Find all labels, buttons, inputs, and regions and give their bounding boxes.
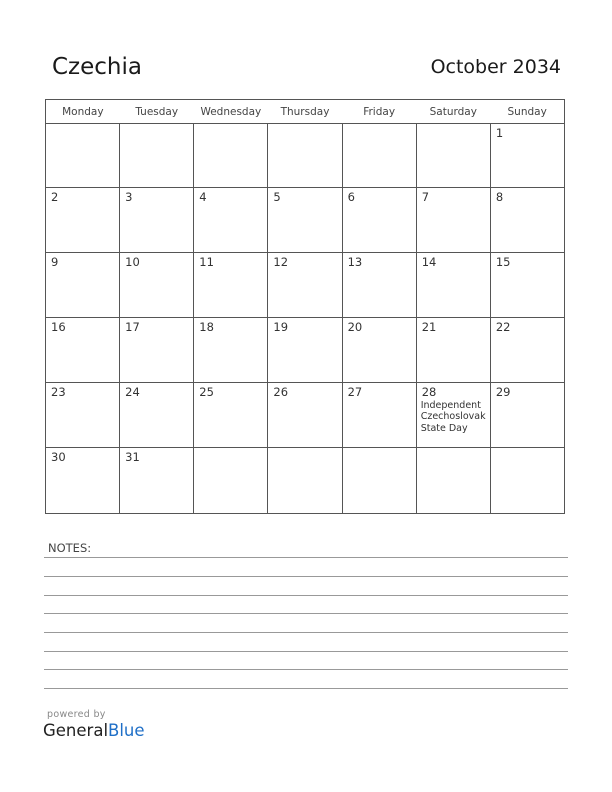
day-cell	[416, 318, 490, 383]
note-line	[44, 632, 568, 633]
week-row	[46, 253, 565, 318]
day-number	[194, 448, 267, 450]
note-line	[44, 613, 568, 614]
day-cell	[46, 253, 120, 318]
day-number	[343, 448, 416, 450]
day-cell	[194, 448, 268, 514]
day-number: 11	[199, 255, 214, 269]
day-number: 9	[51, 255, 59, 269]
day-cell	[120, 448, 194, 514]
day-number: 14	[421, 255, 437, 269]
brand-logo	[43, 721, 145, 740]
day-number: 17	[125, 320, 140, 334]
day-number: 18	[199, 320, 214, 334]
day-cell	[46, 188, 120, 253]
country-title: Czechia	[52, 54, 142, 80]
day-cell	[268, 318, 342, 383]
weekday-monday: Monday	[46, 100, 120, 124]
day-cell	[46, 318, 120, 383]
day-number: 13	[347, 255, 363, 269]
day-cell	[490, 253, 564, 318]
day-cell-holiday	[416, 383, 490, 448]
day-number: 31	[125, 450, 140, 464]
day-cell	[194, 253, 268, 318]
day-number: 19	[273, 320, 289, 334]
day-number: 12	[273, 255, 289, 269]
note-line	[44, 688, 568, 689]
weekday-thursday: Thursday	[268, 100, 342, 124]
day-number: 20	[347, 320, 363, 334]
weekday-wednesday: Wednesday	[194, 100, 268, 124]
holiday-label: Independent Czechoslovak State Day	[420, 399, 486, 434]
day-number: 7	[421, 190, 430, 204]
weekday-sunday: Sunday	[490, 100, 564, 124]
week-row	[46, 124, 565, 188]
day-number: 21	[421, 320, 437, 334]
note-line	[44, 669, 568, 670]
brand-general: General	[43, 721, 109, 740]
day-cell	[342, 188, 416, 253]
day-cell	[46, 124, 120, 188]
day-number	[120, 124, 193, 126]
day-cell	[194, 383, 268, 448]
weekday-saturday: Saturday	[416, 100, 490, 124]
day-number	[417, 124, 490, 126]
day-cell	[46, 383, 120, 448]
day-cell	[416, 253, 490, 318]
day-cell	[268, 188, 342, 253]
note-line	[44, 557, 568, 558]
month-year-title: October 2034	[430, 56, 561, 78]
day-number: 29	[495, 385, 511, 399]
day-cell	[490, 188, 564, 253]
day-cell	[120, 383, 194, 448]
day-cell	[342, 253, 416, 318]
day-cell	[268, 124, 342, 188]
day-number	[268, 448, 341, 450]
day-cell	[490, 124, 564, 188]
day-cell	[268, 383, 342, 448]
day-number: 26	[273, 385, 289, 399]
day-number: 23	[51, 385, 66, 399]
day-number: 16	[51, 320, 66, 334]
day-number: 5	[273, 190, 281, 204]
day-number	[268, 124, 341, 126]
weekday-header-row	[46, 100, 565, 124]
day-number: 6	[347, 190, 355, 204]
day-number	[194, 124, 267, 126]
day-cell	[46, 448, 120, 514]
day-number: 2	[51, 190, 59, 204]
day-number: 15	[495, 255, 511, 269]
day-cell	[416, 448, 490, 514]
notes-label: NOTES:	[48, 541, 92, 555]
day-number: 25	[199, 385, 214, 399]
note-line	[44, 651, 568, 652]
day-cell	[120, 124, 194, 188]
day-cell	[490, 318, 564, 383]
day-number: 28	[421, 385, 437, 399]
day-cell	[342, 318, 416, 383]
day-cell	[490, 448, 564, 514]
day-number: 27	[347, 385, 363, 399]
week-row	[46, 448, 565, 514]
day-number: 4	[199, 190, 207, 204]
note-line	[44, 576, 568, 577]
weekday-tuesday: Tuesday	[120, 100, 194, 124]
day-number: 30	[51, 450, 66, 464]
day-cell	[268, 448, 342, 514]
day-cell	[194, 188, 268, 253]
day-cell	[416, 124, 490, 188]
week-row	[46, 188, 565, 253]
day-cell	[342, 383, 416, 448]
day-cell	[120, 188, 194, 253]
day-cell	[120, 253, 194, 318]
week-row	[46, 383, 565, 448]
day-number	[343, 124, 416, 126]
day-number	[417, 448, 490, 450]
day-number: 3	[125, 190, 133, 204]
calendar-grid	[45, 99, 565, 514]
day-number: 24	[125, 385, 140, 399]
day-cell	[342, 124, 416, 188]
day-cell	[416, 188, 490, 253]
day-number: 1	[495, 126, 504, 140]
note-line	[44, 595, 568, 596]
day-number	[46, 124, 119, 126]
day-number	[491, 448, 564, 450]
weekday-friday: Friday	[342, 100, 416, 124]
day-cell	[490, 383, 564, 448]
day-number: 8	[495, 190, 504, 204]
week-row	[46, 318, 565, 383]
day-cell	[194, 318, 268, 383]
day-cell	[120, 318, 194, 383]
day-number: 22	[495, 320, 511, 334]
day-cell	[194, 124, 268, 188]
brand-blue: Blue	[108, 721, 145, 740]
day-cell	[342, 448, 416, 514]
day-number: 10	[125, 255, 140, 269]
day-cell	[268, 253, 342, 318]
powered-by-text: powered by	[47, 709, 106, 720]
